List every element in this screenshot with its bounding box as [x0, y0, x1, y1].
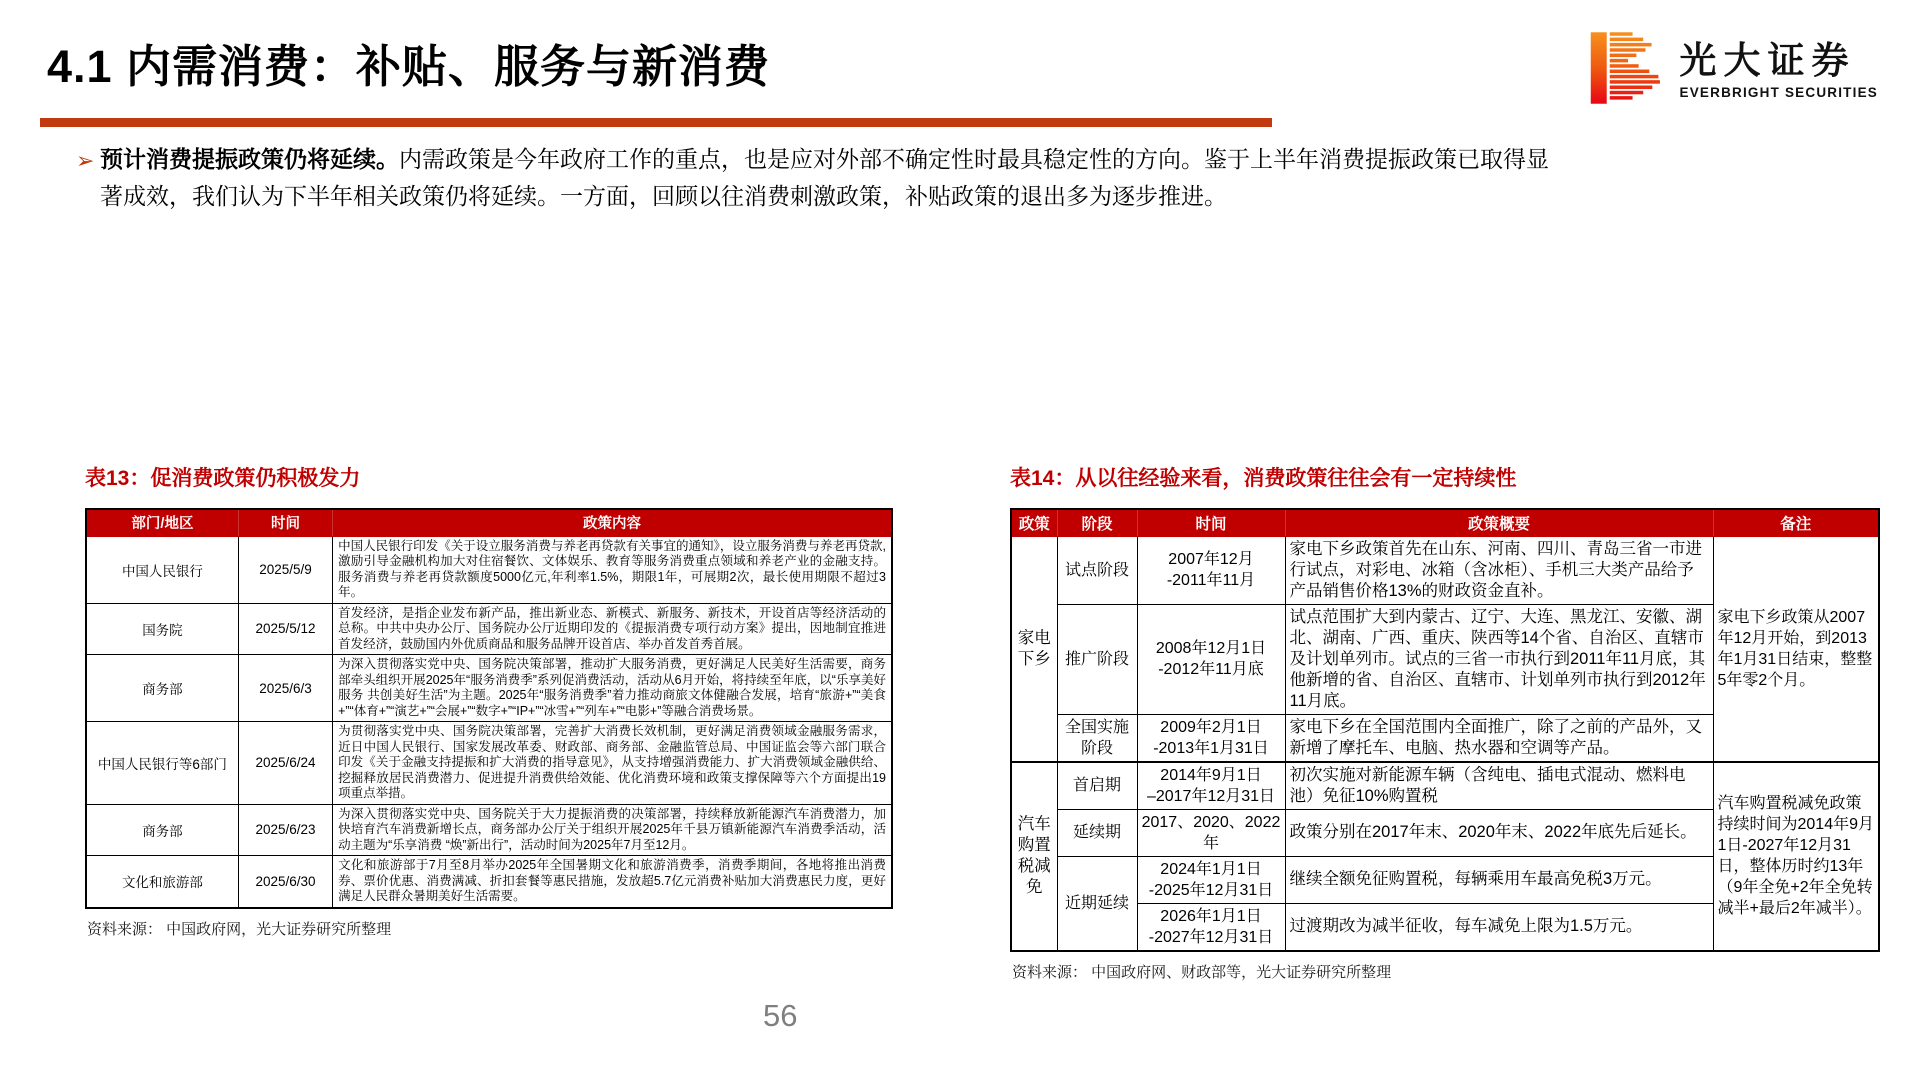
policy-cell: 汽车购置税减免 — [1011, 762, 1057, 951]
table13-source: 资料来源： 中国政府网，光大证券研究所整理 — [87, 920, 392, 938]
summary-cell: 家电下乡在全国范围内全面推广，除了之前的产品外，又新增了摩托车、电脑、热水器和空调等产品。 — [1285, 714, 1713, 762]
content-cell: 文化和旅游部于7月至8月举办2025年全国暑期文化和旅游消费季，消费季期间，各地将推出消费券、票价优惠、消费满减、折扣套餐等惠民措施，发放超5.7亿元消费补贴加大消费惠民力度，更好满足人民群众暑期美好生活需要。 — [333, 856, 892, 908]
summary-cell: 试点范围扩大到内蒙古、辽宁、大连、黑龙江、安徽、湖北、湖南、广西、重庆、陕西等14个省、自治区、直辖市及计划单列市。试点的三省一市执行到2011年11月底，其他新增的省、自治区、直辖市、计划单列市执行到2012年11月底。 — [1285, 604, 1713, 714]
stage-cell: 延续期 — [1057, 809, 1137, 856]
table-row — [1011, 762, 1879, 810]
stage-cell: 推广阶段 — [1057, 604, 1137, 714]
table-row — [86, 536, 892, 603]
table14-header-note: 备注 — [1713, 509, 1879, 536]
intro-paragraph — [76, 141, 1554, 215]
table14-title: 表14：从以往经验来看，消费政策往往会有一定持续性 — [1010, 467, 1517, 490]
table13-header-dept: 部门/地区 — [86, 509, 238, 536]
table14 — [1010, 508, 1880, 952]
note-cell: 家电下乡政策从2007年12月开始，到2013年1月31日结束，整整5年零2个月。 — [1713, 536, 1879, 762]
date-cell: 2025/5/12 — [238, 603, 332, 655]
table14-section — [1010, 462, 1882, 982]
content-cell: 首发经济，是指企业发布新产品，推出新业态、新模式、新服务、新技术，开设首店等经济活动的总称。中共中央办公厅、国务院办公厅近期印发的《提振消费专项行动方案》提出，因地制宜推进首发经济，鼓励国内外优质商品和服务品牌开设首店、举办首发首秀首展。 — [333, 603, 892, 655]
table-row — [86, 722, 892, 805]
everbright-logo-text — [1680, 41, 1878, 101]
date-cell: 2025/6/24 — [238, 722, 332, 805]
content-cell: 为深入贯彻落实党中央、国务院关于大力提振消费的决策部署，持续释放新能源汽车消费潜力，加快培育汽车消费新增长点，商务部办公厅关于组织开展2025年千县万镇新能源汽车消费季活动，活动主题为“乐享消费 “焕”新出行”，活动时间为2025年7月至12月。 — [333, 804, 892, 856]
page-number: 56 — [763, 998, 798, 1033]
summary-cell: 过渡期改为减半征收，每车减免上限为1.5万元。 — [1285, 903, 1713, 951]
stage-cell: 近期延续 — [1057, 856, 1137, 951]
dept-cell: 商务部 — [86, 655, 238, 722]
table-row — [86, 655, 892, 722]
table13-header-row — [86, 509, 892, 536]
dept-cell: 中国人民银行等6部门 — [86, 722, 238, 805]
dept-cell: 商务部 — [86, 804, 238, 856]
summary-cell: 初次实施对新能源车辆（含纯电、插电式混动、燃料电池）免征10%购置税 — [1285, 762, 1713, 810]
table13-section — [85, 462, 897, 939]
table14-header-summary: 政策概要 — [1285, 509, 1713, 536]
time-cell: 2026年1月1日 -2027年12月31日 — [1137, 903, 1285, 951]
time-cell: 2008年12月1日 -2012年11月底 — [1137, 604, 1285, 714]
dept-cell: 文化和旅游部 — [86, 856, 238, 908]
table-row — [86, 856, 892, 908]
table14-header-time: 时间 — [1137, 509, 1285, 536]
date-cell: 2025/5/9 — [238, 536, 332, 603]
content-cell: 为深入贯彻落实党中央、国务院决策部署，推动扩大服务消费，更好满足人民美好生活需要，商务部牵头组织开展2025年“服务消费季”系列促消费活动，活动从6月开始，将持续至年底，以“乐享美好服务 共创美好生活”为主题。2025年“服务消费季”着力推动商旅文体健融合发展，培育“旅游+”“美食+”“体育+”“演艺+”“会展+”“数字+”“IP+”“冰雪+”“列车+”“电影+”等融合消费场景。 — [333, 655, 892, 722]
table14-header-row — [1011, 509, 1879, 536]
dept-cell: 中国人民银行 — [86, 536, 238, 603]
table14-source: 资料来源： 中国政府网、财政部等，光大证券研究所整理 — [1012, 963, 1392, 981]
title-divider-bar — [40, 118, 1272, 127]
table13-header-content: 政策内容 — [333, 509, 892, 536]
date-cell: 2025/6/3 — [238, 655, 332, 722]
note-cell: 汽车购置税减免政策持续时间为2014年9月1日-2027年12月31日，整体历时约13年（9年全免+2年全免转减半+最后2年减半）。 — [1713, 762, 1879, 951]
logo-name-cn: 光大证券 — [1679, 39, 1856, 81]
date-cell: 2025/6/30 — [238, 856, 332, 908]
time-cell: 2007年12月 -2011年11月 — [1137, 536, 1285, 604]
content-cell: 中国人民银行印发《关于设立服务消费与养老再贷款有关事宜的通知》，设立服务消费与养老再贷款,激励引导金融机构加大对住宿餐饮、文体娱乐、教育等服务消费重点领域和养老产业的金融支持。服务消费与养老再贷款额度5000亿元,年利率1.5%，期限1年，可展期2次，最长使用期限不超过3年。 — [333, 536, 892, 603]
intro-lead-text: 预计消费提振政策仍将延续。 — [100, 146, 399, 172]
table14-header-policy: 政策 — [1011, 509, 1057, 536]
logo-name-en: EVERBRIGHT SECURITIES — [1679, 85, 1878, 101]
stage-cell: 全国实施阶段 — [1057, 714, 1137, 762]
table-row — [1011, 536, 1879, 604]
date-cell: 2025/6/23 — [238, 804, 332, 856]
everbright-logo-mark-icon — [1590, 30, 1666, 111]
summary-cell: 家电下乡政策首先在山东、河南、四川、青岛三省一市进行试点，对彩电、冰箱（含冰柜）、手机三大类产品给予产品销售价格13%的财政资金直补。 — [1285, 536, 1713, 604]
page-title: 4.1 内需消费：补贴、服务与新消费 — [47, 41, 771, 92]
intro-body-text: 内需政策是今年政府工作的重点，也是应对外部不确定性时最具稳定性的方向。鉴于上半年消费提振政策已取得显著成效，我们认为下半年相关政策仍将延续。一方面，回顾以往消费刺激政策，补贴政策的退出多为逐步推进。 — [100, 146, 1549, 209]
table13-header-date: 时间 — [238, 509, 332, 536]
summary-cell: 政策分别在2017年末、2020年末、2022年底先后延长。 — [1285, 809, 1713, 856]
content-cell: 为贯彻落实党中央、国务院决策部署，完善扩大消费长效机制，更好满足消费领域金融服务需求，近日中国人民银行、国家发展改革委、财政部、商务部、金融监管总局、中国证监会等六部门联合印发《关于金融支持提振和扩大消费的指导意见》，从支持增强消费能力、扩大消费领域金融供给、挖掘释放居民消费潜力、促进提升消费供给效能、优化消费环境和政策支撑保障等六个方面提出19项重点举措。 — [333, 722, 892, 805]
everbright-logo — [1590, 30, 1878, 111]
table-row — [86, 804, 892, 856]
summary-cell: 继续全额免征购置税，每辆乘用车最高免税3万元。 — [1285, 856, 1713, 903]
table13-title: 表13：促消费政策仍积极发力 — [85, 467, 361, 490]
stage-cell: 试点阶段 — [1057, 536, 1137, 604]
bullet-arrow-icon: ➢ — [76, 148, 95, 173]
time-cell: 2017、2020、2022年 — [1137, 809, 1285, 856]
policy-cell: 家电下乡 — [1011, 536, 1057, 762]
time-cell: 2009年2月1日 -2013年1月31日 — [1137, 714, 1285, 762]
time-cell: 2024年1月1日 -2025年12月31日 — [1137, 856, 1285, 903]
table-row — [86, 603, 892, 655]
table14-header-stage: 阶段 — [1057, 509, 1137, 536]
table13 — [85, 508, 893, 909]
dept-cell: 国务院 — [86, 603, 238, 655]
stage-cell: 首启期 — [1057, 762, 1137, 810]
time-cell: 2014年9月1日 –2017年12月31日 — [1137, 762, 1285, 810]
